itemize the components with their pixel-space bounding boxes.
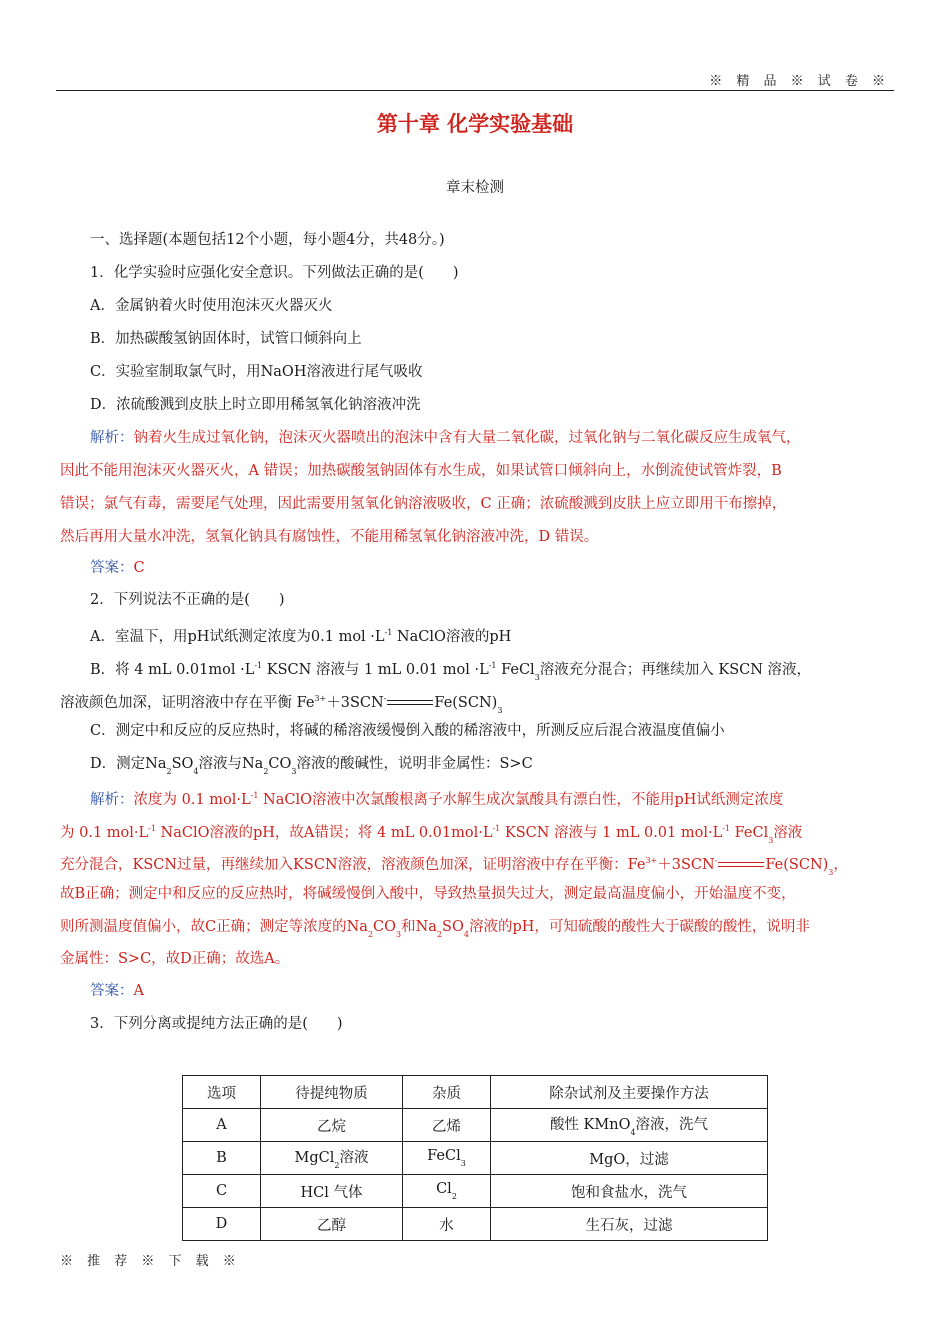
header-text: ※ 精 品 ※ 试 卷 ※ — [709, 74, 890, 89]
q2-answer: 答案：A — [90, 983, 144, 999]
table-cell: HCl 气体 — [261, 1175, 403, 1208]
q2-explanation-line-4: 故B正确；测定中和反应的反应热时，将碱缓慢倒入酸中，导致热量损失过大，测定最高温度偏小，开始温度不变， — [60, 886, 796, 902]
table-cell: FeCl$_3$ — [403, 1142, 491, 1175]
chapter-title: 第十章 化学实验基础 — [376, 111, 574, 136]
q2-option-b: B．将 4 mL $0.01mol \cdot L^{-1}$ KSCN 溶液与 1 mL 0.01 mol $\cdot L^{-1}$ FeCl$_3$溶液充分混合；再继续加入 KSCN 溶液， — [90, 661, 812, 682]
q1-explanation-line-3: 错误；氯气有毒，需要尾气处理，因此需要用氢氧化钠溶液吸收，C 正确；浓硫酸溅到皮肤上应立即用干布擦掉， — [60, 496, 787, 512]
q2-explanation-line-5: 则所测温度值偏小，故C正确；测定等浓度的$Na_2CO_3$和$Na_2SO_4$溶液的pH，可知硫酸的酸性大于碳酸的酸性，说明非 — [60, 919, 810, 939]
table-cell: A — [183, 1109, 261, 1142]
q2-explanation-line-6: 金属性：S>C，故D正确；故选A。 — [60, 951, 290, 967]
q2-explanation-line-3: 充分混合，KSCN过量，再继续加入KSCN溶液，溶液颜色加深，证明溶液中存在平衡：$Fe^{3+}+3SCN^-$ $Fe(SCN)_3$， — [60, 856, 848, 877]
explanation-label: 解析： — [90, 430, 134, 446]
table-row — [183, 1142, 768, 1175]
q2-option-a: A．室温下，用pH试纸测定浓度为0.1 mol $\cdot L^{-1}$ NaClO溶液的pH — [90, 628, 512, 645]
table-row — [183, 1175, 768, 1208]
q2-option-b-line-2: 溶液颜色加深，证明溶液中存在平衡 $Fe^{3+}+3SCN^-$ $Fe(SCN)_3$ — [60, 694, 503, 715]
table-cell: 酸性 KMnO$_4$溶液，洗气 — [491, 1109, 768, 1142]
table-cell: 水 — [403, 1208, 491, 1241]
table-header-cell: 待提纯物质 — [261, 1076, 403, 1109]
answer-label: 答案： — [90, 560, 134, 576]
q1-explanation-line-1: 解析：钠着火生成过氧化钠，泡沫灭火器喷出的泡沫中含有大量二氧化碳，过氧化钠与二氧化碳反应生成氧气， — [90, 430, 801, 446]
q2-stem: 2．下列说法不正确的是( ) — [90, 592, 285, 608]
q1-option-c: C．实验室制取氯气时，用NaOH溶液进行尾气吸收 — [90, 364, 423, 380]
q1-explanation-line-2: 因此不能用泡沫灭火器灭火，A 错误；加热碳酸氢钠固体有水生成，如果试管口倾斜向上，水倒流使试管炸裂，B — [60, 463, 782, 479]
page-header — [56, 76, 894, 91]
table-cell: 乙醇 — [261, 1208, 403, 1241]
q1-option-a: A．金属钠着火时使用泡沫灭火器灭火 — [90, 298, 333, 314]
q1-answer: 答案：C — [90, 560, 145, 576]
q3-table — [182, 1075, 768, 1241]
page-footer: ※ 推 荐 ※ 下 载 ※ — [60, 1254, 241, 1269]
table-cell: D — [183, 1208, 261, 1241]
table-header-cell: 选项 — [183, 1076, 261, 1109]
table-cell: 生石灰，过滤 — [491, 1208, 768, 1241]
table-cell: C — [183, 1175, 261, 1208]
q2-option-d: D．测定$Na_2SO_4$溶液与$Na_2CO_3$溶液的酸碱性，说明非金属性：S>C — [90, 756, 533, 776]
table-cell: $Cl_2$ — [403, 1175, 491, 1208]
q3-stem: 3．下列分离或提纯方法正确的是( ) — [90, 1016, 343, 1032]
q1-stem: 1．化学实验时应强化安全意识。下列做法正确的是( ) — [90, 265, 459, 281]
equilibrium-arrow-icon — [387, 698, 433, 708]
table-cell: MgCl$_2$溶液 — [261, 1142, 403, 1175]
q1-explanation-line-4: 然后再用大量水冲洗，氢氧化钠具有腐蚀性，不能用稀氢氧化钠溶液冲洗，D 错误。 — [60, 529, 599, 545]
table-cell: 乙烯 — [403, 1109, 491, 1142]
table-cell: MgO，过滤 — [491, 1142, 768, 1175]
table-header-row — [183, 1076, 768, 1109]
table-cell: 饱和食盐水，洗气 — [491, 1175, 768, 1208]
q2-option-c: C．测定中和反应的反应热时，将碱的稀溶液缓慢倒入酸的稀溶液中，所测反应后混合液温度值偏小 — [90, 723, 725, 739]
q1-option-b: B．加热碳酸氢钠固体时，试管口倾斜向上 — [90, 331, 362, 347]
table-header-cell: 除杂试剂及主要操作方法 — [491, 1076, 768, 1109]
q2-explanation-line-1: 解析：浓度为 0.1 $mol\cdot L^{-1}$ NaClO溶液中次氯酸根离子水解生成次氯酸具有漂白性，不能用pH试纸测定浓度 — [90, 791, 784, 808]
section-heading: 一、选择题(本题包括12个小题，每小题4分，共48分。) — [90, 232, 445, 248]
table-cell: B — [183, 1142, 261, 1175]
table-header-cell: 杂质 — [403, 1076, 491, 1109]
q1-option-d: D．浓硫酸溅到皮肤上时立即用稀氢氧化钠溶液冲洗 — [90, 397, 421, 413]
table-cell: 乙烷 — [261, 1109, 403, 1142]
table-row — [183, 1208, 768, 1241]
chapter-subtitle: 章末检测 — [446, 180, 504, 196]
table-row — [183, 1109, 768, 1142]
equilibrium-arrow-icon — [718, 860, 764, 870]
q2-explanation-line-2: 为 0.1 $mol\cdot L^{-1}$ NaClO溶液的pH，故A错误；将 4 mL $0.01mol\cdot L^{-1}$ KSCN 溶液与 1 mL 0.01 $mol\cdot L^{-1}$ FeCl$_3$溶液 — [60, 824, 803, 845]
